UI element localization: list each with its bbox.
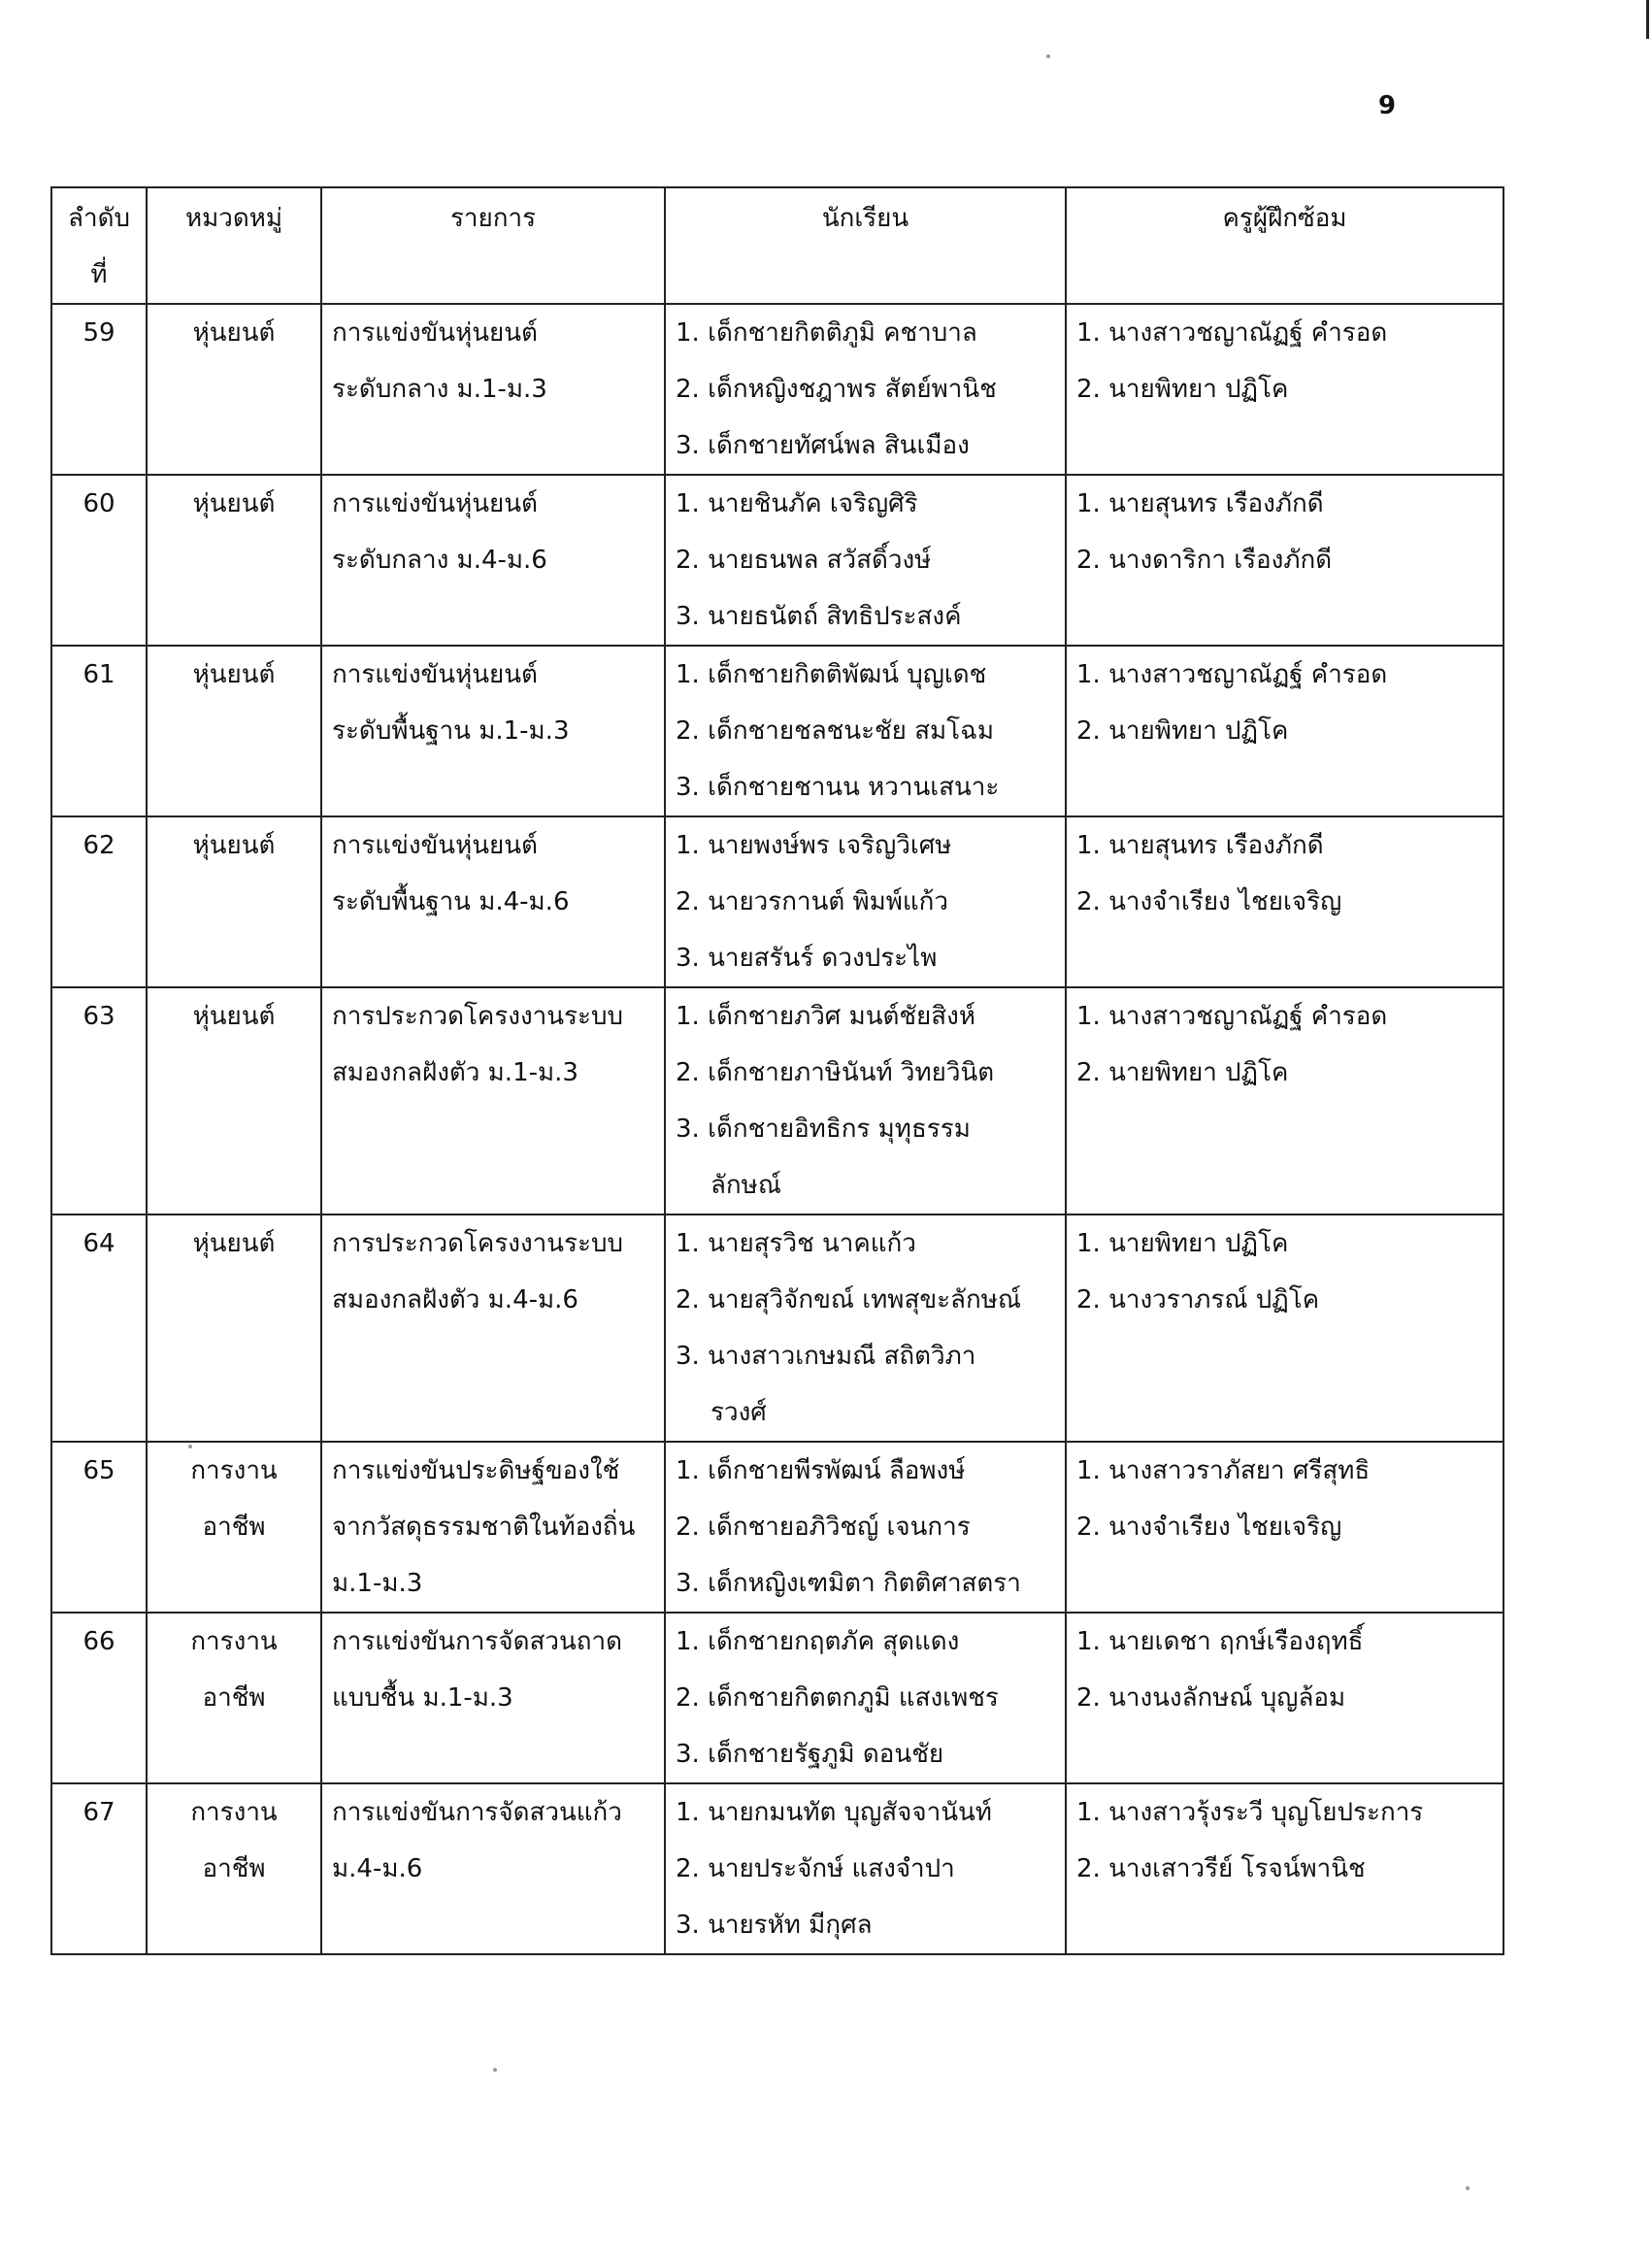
cell-students-line: 1. นายกมนทัต บุญสัจจานันท์ xyxy=(676,1798,992,1827)
cell-students-line: 2. เด็กชายภาษินันท์ วิทยวินิต xyxy=(676,1058,995,1087)
cell-item xyxy=(321,1783,665,1954)
cell-students-line: 2. นายวรกานต์ พิมพ์แก้ว xyxy=(676,887,949,916)
cell-students xyxy=(665,304,1066,475)
cell-students-line: 2. นายสุวิจักขณ์ เทพสุขะลักษณ์ xyxy=(676,1285,1021,1315)
cell-category xyxy=(147,1783,321,1954)
table-row xyxy=(51,1613,1503,1783)
table-row xyxy=(51,475,1503,646)
cell-category-line: หุ่นยนต์ xyxy=(192,1002,276,1031)
cell-students-line: 3. เด็กชายชานน หวานเสนาะ xyxy=(676,773,1000,802)
cell-category-line: การงาน xyxy=(190,1456,278,1485)
cell-category xyxy=(147,475,321,646)
cell-students xyxy=(665,1215,1066,1442)
cell-no: 59 xyxy=(51,304,147,475)
table-body xyxy=(51,304,1503,1954)
cell-category xyxy=(147,1442,321,1613)
cell-item-line: การแข่งขันหุ่นยนต์ xyxy=(332,489,538,518)
cell-students-line: 1. เด็กชายกิตติพัฒน์ บุญเดช xyxy=(676,660,987,689)
cell-item xyxy=(321,475,665,646)
cell-no: 67 xyxy=(51,1783,147,1954)
scan-speck xyxy=(1046,54,1050,58)
table-header-row xyxy=(51,187,1503,304)
cell-coaches-line: 1. นางสาวชญาณัฏฐ์ คำรอด xyxy=(1076,318,1388,348)
cell-item-line: ระดับกลาง ม.4-ม.6 xyxy=(332,546,547,575)
cell-coaches-line: 2. นางวราภรณ์ ปฏิโค xyxy=(1076,1285,1320,1315)
cell-students xyxy=(665,1442,1066,1613)
cell-no: 62 xyxy=(51,816,147,987)
cell-coaches xyxy=(1066,646,1503,816)
cell-coaches-line: 1. นายเดชา ฤกษ์เรืองฤทธิ์ xyxy=(1076,1627,1364,1656)
cell-item-line: การแข่งขันการจัดสวนถาด xyxy=(332,1627,622,1656)
cell-item-line: การประกวดโครงงานระบบ xyxy=(332,1229,623,1258)
header-category: หมวดหมู่ xyxy=(147,187,321,304)
header-no-line: ลำดับ xyxy=(68,204,130,233)
cell-coaches xyxy=(1066,1783,1503,1954)
cell-students xyxy=(665,987,1066,1215)
cell-item-line: ระดับพื้นฐาน ม.1-ม.3 xyxy=(332,716,570,746)
cell-item-line: การแข่งขันหุ่นยนต์ xyxy=(332,318,538,348)
cell-item xyxy=(321,1613,665,1783)
cell-item xyxy=(321,304,665,475)
cell-coaches-line: 2. นางดาริกา เรืองภักดี xyxy=(1076,546,1333,575)
cell-coaches-line: 1. นางสาวชญาณัฏฐ์ คำรอด xyxy=(1076,660,1388,689)
header-item: รายการ xyxy=(321,187,665,304)
cell-students-line: 1. นายชินภัค เจริญศิริ xyxy=(676,489,918,518)
cell-category-line: อาชีพ xyxy=(202,1683,266,1713)
cell-category-line: หุ่นยนต์ xyxy=(192,660,276,689)
cell-coaches xyxy=(1066,1442,1503,1613)
cell-students-line: 1. เด็กชายกิตติภูมิ คชาบาล xyxy=(676,318,977,348)
cell-students-line: 3. นางสาวเกษมณี สถิตวิภา xyxy=(676,1342,976,1371)
cell-category-line: หุ่นยนต์ xyxy=(192,1229,276,1258)
cell-coaches-line: 1. นายสุนทร เรืองภักดี xyxy=(1076,489,1324,518)
cell-students xyxy=(665,1783,1066,1954)
header-no xyxy=(51,187,147,304)
page-number: 9 xyxy=(1378,91,1397,120)
cell-category xyxy=(147,646,321,816)
cell-students-line: รวงศ์ xyxy=(710,1398,767,1427)
cell-students-line: 3. เด็กชายทัศน์พล สินเมือง xyxy=(676,431,970,460)
table-row xyxy=(51,646,1503,816)
cell-no: 66 xyxy=(51,1613,147,1783)
header-no-line: ที่ xyxy=(90,260,108,289)
header-coaches: ครูผู้ฝึกซ้อม xyxy=(1066,187,1503,304)
cell-students-line: 1. เด็กชายภวิศ มนต์ชัยสิงห์ xyxy=(676,1002,975,1031)
cell-category xyxy=(147,1613,321,1783)
cell-category-line: หุ่นยนต์ xyxy=(192,489,276,518)
cell-category xyxy=(147,1215,321,1442)
table-row xyxy=(51,1783,1503,1954)
cell-item xyxy=(321,1215,665,1442)
scan-edge-line xyxy=(1646,0,1649,39)
cell-item xyxy=(321,987,665,1215)
cell-no: 64 xyxy=(51,1215,147,1442)
cell-item-line: ระดับพื้นฐาน ม.4-ม.6 xyxy=(332,887,570,916)
cell-category xyxy=(147,987,321,1215)
cell-category xyxy=(147,304,321,475)
cell-students-line: 3. เด็กชายอิทธิกร มุทุธรรม xyxy=(676,1115,971,1144)
cell-coaches-line: 2. นางเสาวรีย์ โรจน์พานิช xyxy=(1076,1854,1366,1883)
cell-coaches xyxy=(1066,816,1503,987)
cell-students-line: 3. เด็กชายรัฐภูมิ ดอนชัย xyxy=(676,1740,944,1769)
cell-coaches xyxy=(1066,987,1503,1215)
cell-students-line: 2. เด็กชายอภิวิชญ์ เจนการ xyxy=(676,1513,971,1542)
cell-no: 65 xyxy=(51,1442,147,1613)
cell-students xyxy=(665,1613,1066,1783)
cell-item-line: ระดับกลาง ม.1-ม.3 xyxy=(332,375,547,404)
table-row xyxy=(51,987,1503,1215)
cell-category-line: หุ่นยนต์ xyxy=(192,318,276,348)
cell-item-line: การแข่งขันการจัดสวนแก้ว xyxy=(332,1798,622,1827)
cell-item xyxy=(321,816,665,987)
cell-no: 63 xyxy=(51,987,147,1215)
cell-category-line: การงาน xyxy=(190,1627,278,1656)
cell-students-line: 3. นายรหัท มีกุศล xyxy=(676,1911,873,1940)
cell-coaches-line: 2. นางนงลักษณ์ บุญล้อม xyxy=(1076,1683,1346,1713)
cell-students-line: 1. เด็กชายกฤตภัค สุดแดง xyxy=(676,1627,960,1656)
cell-students-line: 2. นายประจักษ์ แสงจำปา xyxy=(676,1854,955,1883)
cell-item-line: สมองกลฝังตัว ม.1-ม.3 xyxy=(332,1058,578,1087)
cell-item-line: การแข่งขันหุ่นยนต์ xyxy=(332,831,538,860)
cell-item-line: ม.4-ม.6 xyxy=(332,1854,423,1883)
cell-category-line: อาชีพ xyxy=(202,1854,266,1883)
cell-item-line: การแข่งขันหุ่นยนต์ xyxy=(332,660,538,689)
scan-speck xyxy=(493,2068,497,2072)
cell-coaches xyxy=(1066,1613,1503,1783)
cell-coaches xyxy=(1066,1215,1503,1442)
table-row xyxy=(51,816,1503,987)
scan-speck xyxy=(1466,2186,1470,2190)
cell-coaches-line: 2. นางจำเรียง ไชยเจริญ xyxy=(1076,887,1342,916)
cell-students-line: 3. เด็กหญิงเฑมิตา กิตติศาสตรา xyxy=(676,1569,1021,1598)
cell-item xyxy=(321,1442,665,1613)
cell-students xyxy=(665,475,1066,646)
table-row xyxy=(51,1442,1503,1613)
cell-students-line: 1. นายสุรวิช นาคแก้ว xyxy=(676,1229,916,1258)
cell-coaches xyxy=(1066,475,1503,646)
cell-category-line: หุ่นยนต์ xyxy=(192,831,276,860)
cell-students-line: 2. เด็กหญิงชฎาพร สัตย์พานิช xyxy=(676,375,997,404)
cell-item-line: สมองกลฝังตัว ม.4-ม.6 xyxy=(332,1285,578,1315)
cell-coaches-line: 2. นายพิทยา ปฏิโค xyxy=(1076,375,1289,404)
table-row xyxy=(51,1215,1503,1442)
header-students: นักเรียน xyxy=(665,187,1066,304)
cell-item-line: การแข่งขันประดิษฐ์ของใช้ xyxy=(332,1456,620,1485)
cell-coaches-line: 2. นางจำเรียง ไชยเจริญ xyxy=(1076,1513,1342,1542)
cell-category-line: การงาน xyxy=(190,1798,278,1827)
table-row xyxy=(51,304,1503,475)
cell-students-line: 3. นายธนัตถ์ สิทธิประสงค์ xyxy=(676,602,962,631)
cell-item-line: ม.1-ม.3 xyxy=(332,1569,423,1598)
cell-no: 61 xyxy=(51,646,147,816)
cell-coaches xyxy=(1066,304,1503,475)
scan-speck xyxy=(188,1445,192,1448)
cell-students-line: 1. นายพงษ์พร เจริญวิเศษ xyxy=(676,831,952,860)
cell-coaches-line: 1. นางสาวราภัสยา ศรีสุทธิ xyxy=(1076,1456,1371,1485)
cell-coaches-line: 1. นางสาวรุ้งระวี บุญโยประการ xyxy=(1076,1798,1424,1827)
cell-no: 60 xyxy=(51,475,147,646)
cell-students-line: ลักษณ์ xyxy=(710,1171,781,1200)
cell-coaches-line: 1. นางสาวชญาณัฏฐ์ คำรอด xyxy=(1076,1002,1388,1031)
cell-coaches-line: 1. นายสุนทร เรืองภักดี xyxy=(1076,831,1324,860)
cell-students-line: 2. เด็กชายกิตตกภูมิ แสงเพชร xyxy=(676,1683,999,1713)
cell-item xyxy=(321,646,665,816)
cell-category xyxy=(147,816,321,987)
cell-item-line: แบบชื้น ม.1-ม.3 xyxy=(332,1683,513,1713)
cell-category-line: อาชีพ xyxy=(202,1513,266,1542)
cell-coaches-line: 2. นายพิทยา ปฏิโค xyxy=(1076,716,1289,746)
cell-item-line: จากวัสดุธรรมชาติในท้องถิ่น xyxy=(332,1513,636,1542)
cell-students-line: 2. นายธนพล สวัสดิ์วงษ์ xyxy=(676,546,932,575)
cell-students-line: 1. เด็กชายพีรพัฒน์ ลือพงษ์ xyxy=(676,1456,966,1485)
cell-students xyxy=(665,646,1066,816)
cell-item-line: การประกวดโครงงานระบบ xyxy=(332,1002,623,1031)
cell-students-line: 3. นายสรันร์ ดวงประไพ xyxy=(676,944,938,973)
cell-coaches-line: 1. นายพิทยา ปฏิโค xyxy=(1076,1229,1289,1258)
cell-students-line: 2. เด็กชายชลชนะชัย สมโฉม xyxy=(676,716,994,746)
competition-table xyxy=(50,186,1504,1955)
cell-coaches-line: 2. นายพิทยา ปฏิโค xyxy=(1076,1058,1289,1087)
cell-students xyxy=(665,816,1066,987)
